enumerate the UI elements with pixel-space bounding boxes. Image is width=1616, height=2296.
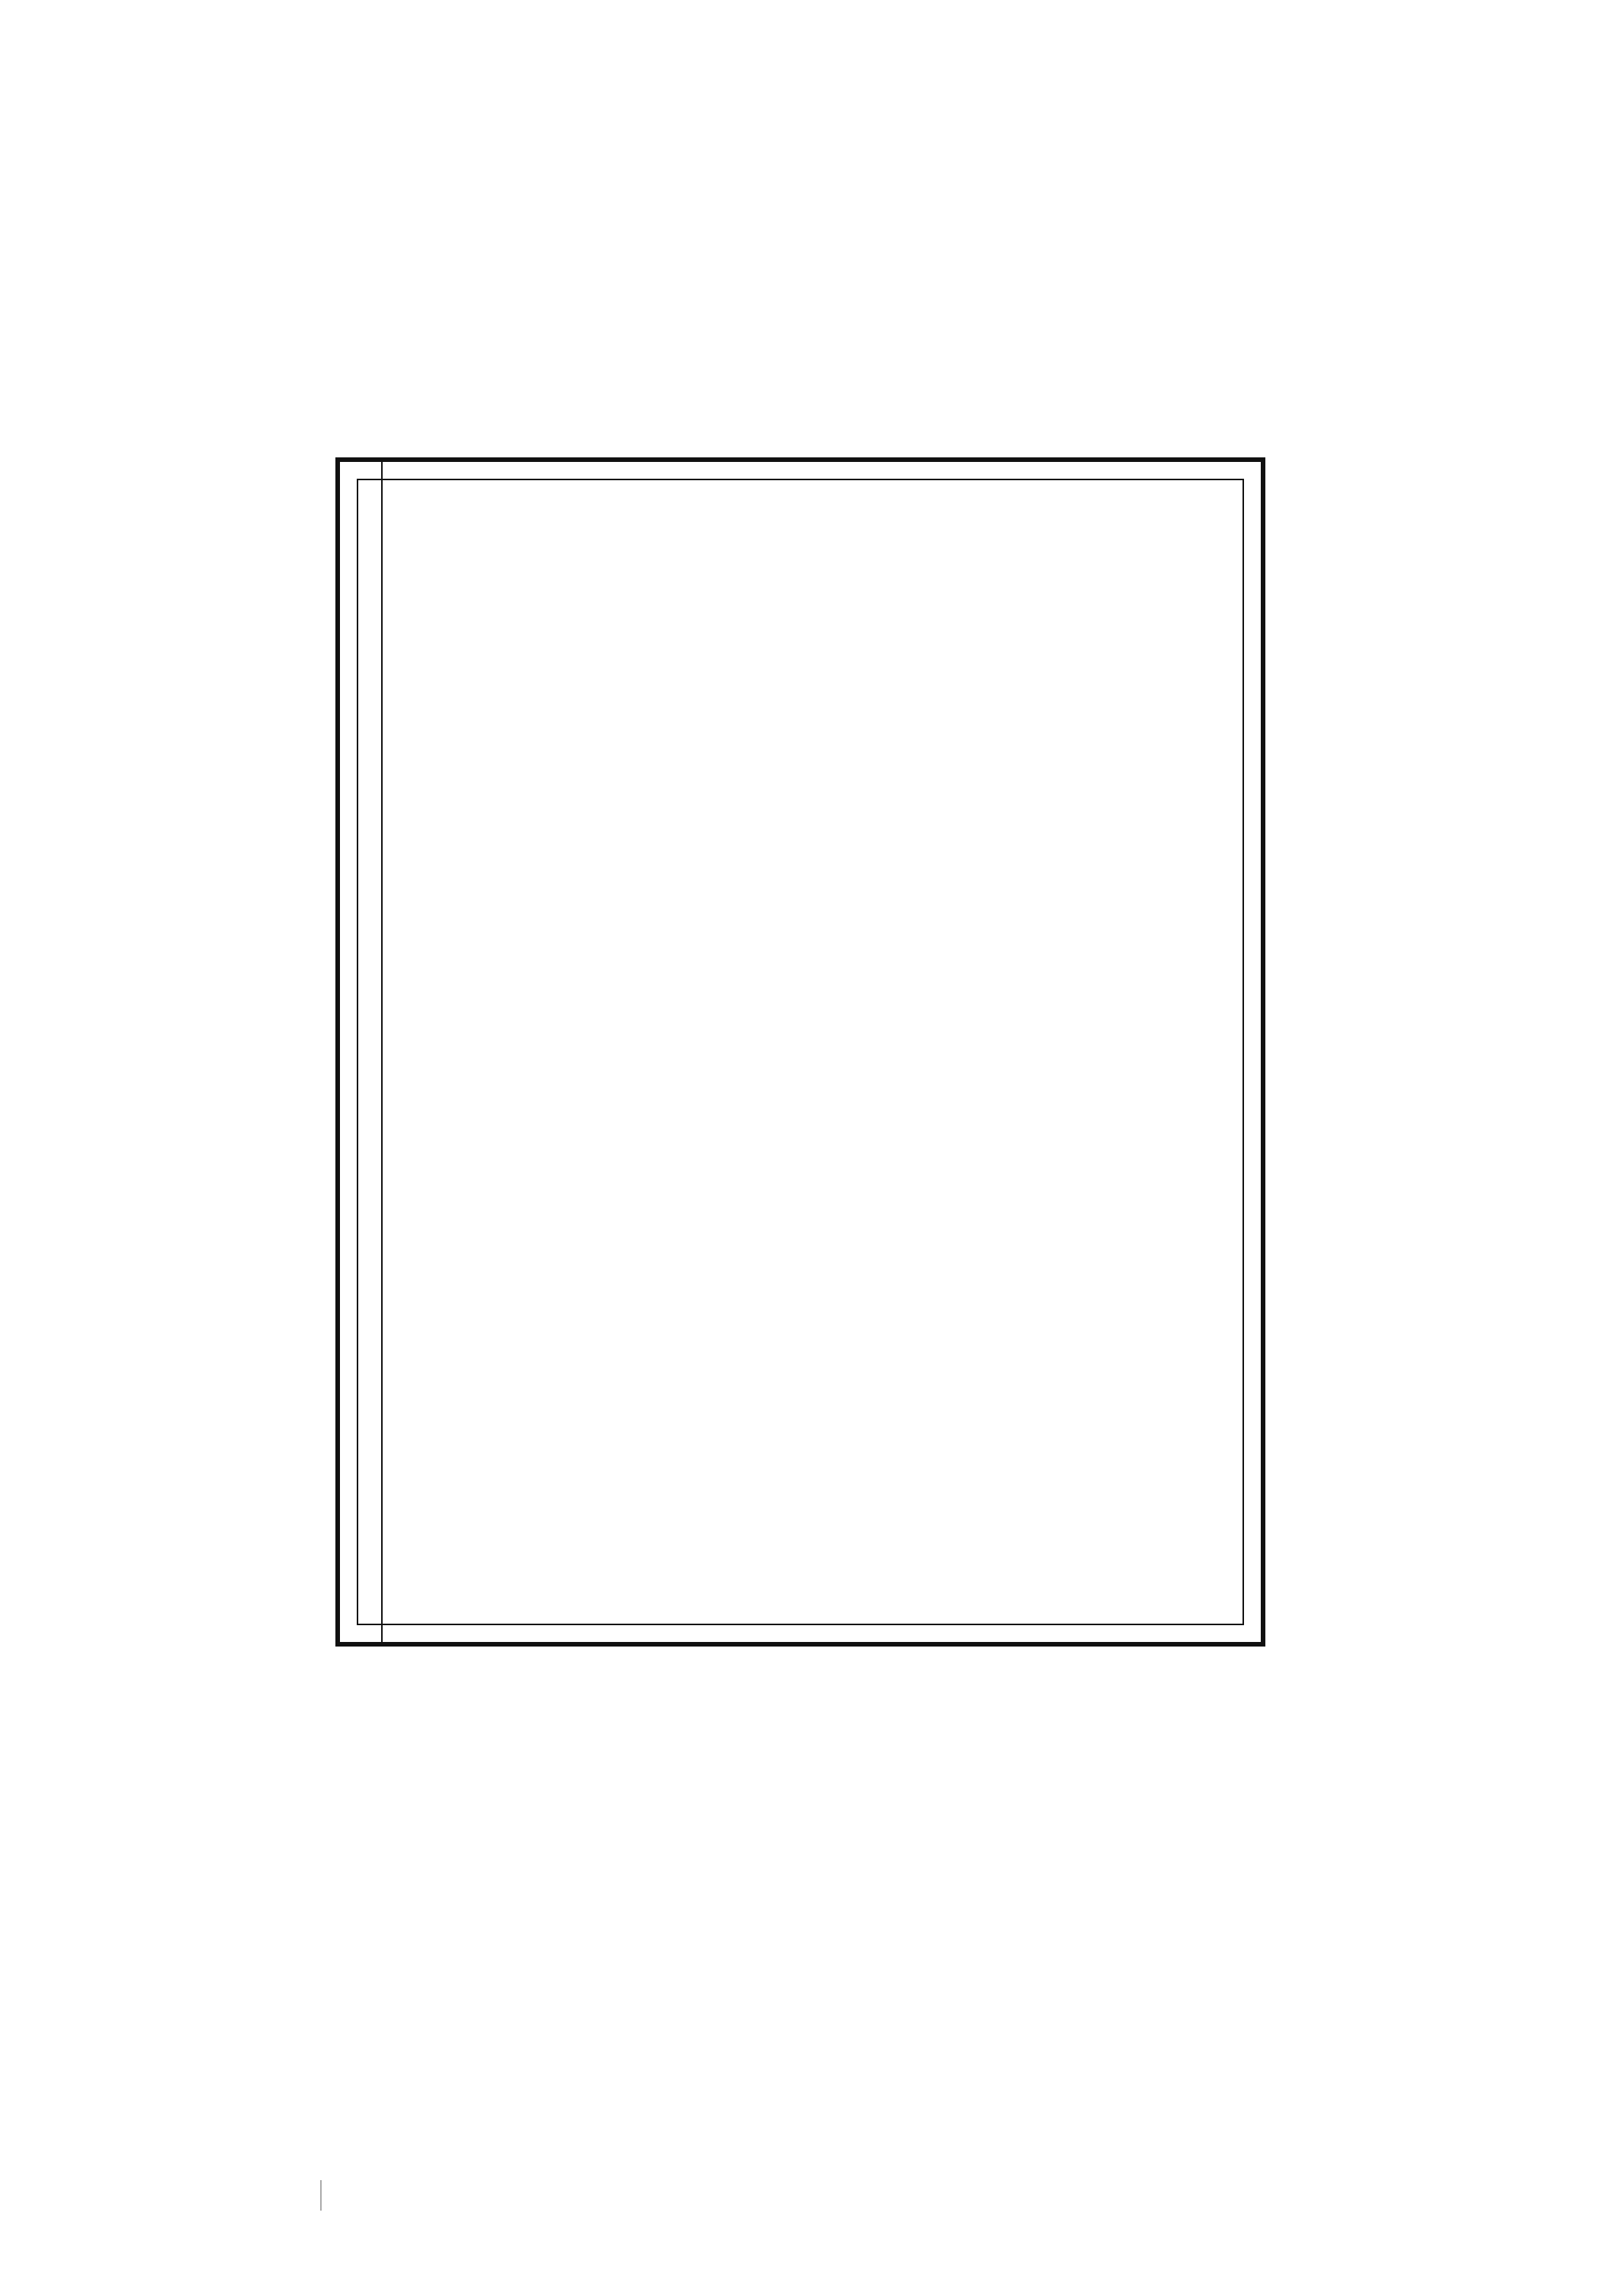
- bottom-footnotes: [335, 1685, 1509, 1959]
- main-facsimile-box: [335, 457, 1265, 1647]
- main-facsimile-inner-frame: [357, 479, 1244, 1625]
- page-edge-mark: [320, 2180, 328, 2211]
- top-annotations: [396, 137, 1288, 488]
- right-variant-notes: [1273, 244, 1471, 1387]
- main-facsimile-text: [358, 480, 1242, 1624]
